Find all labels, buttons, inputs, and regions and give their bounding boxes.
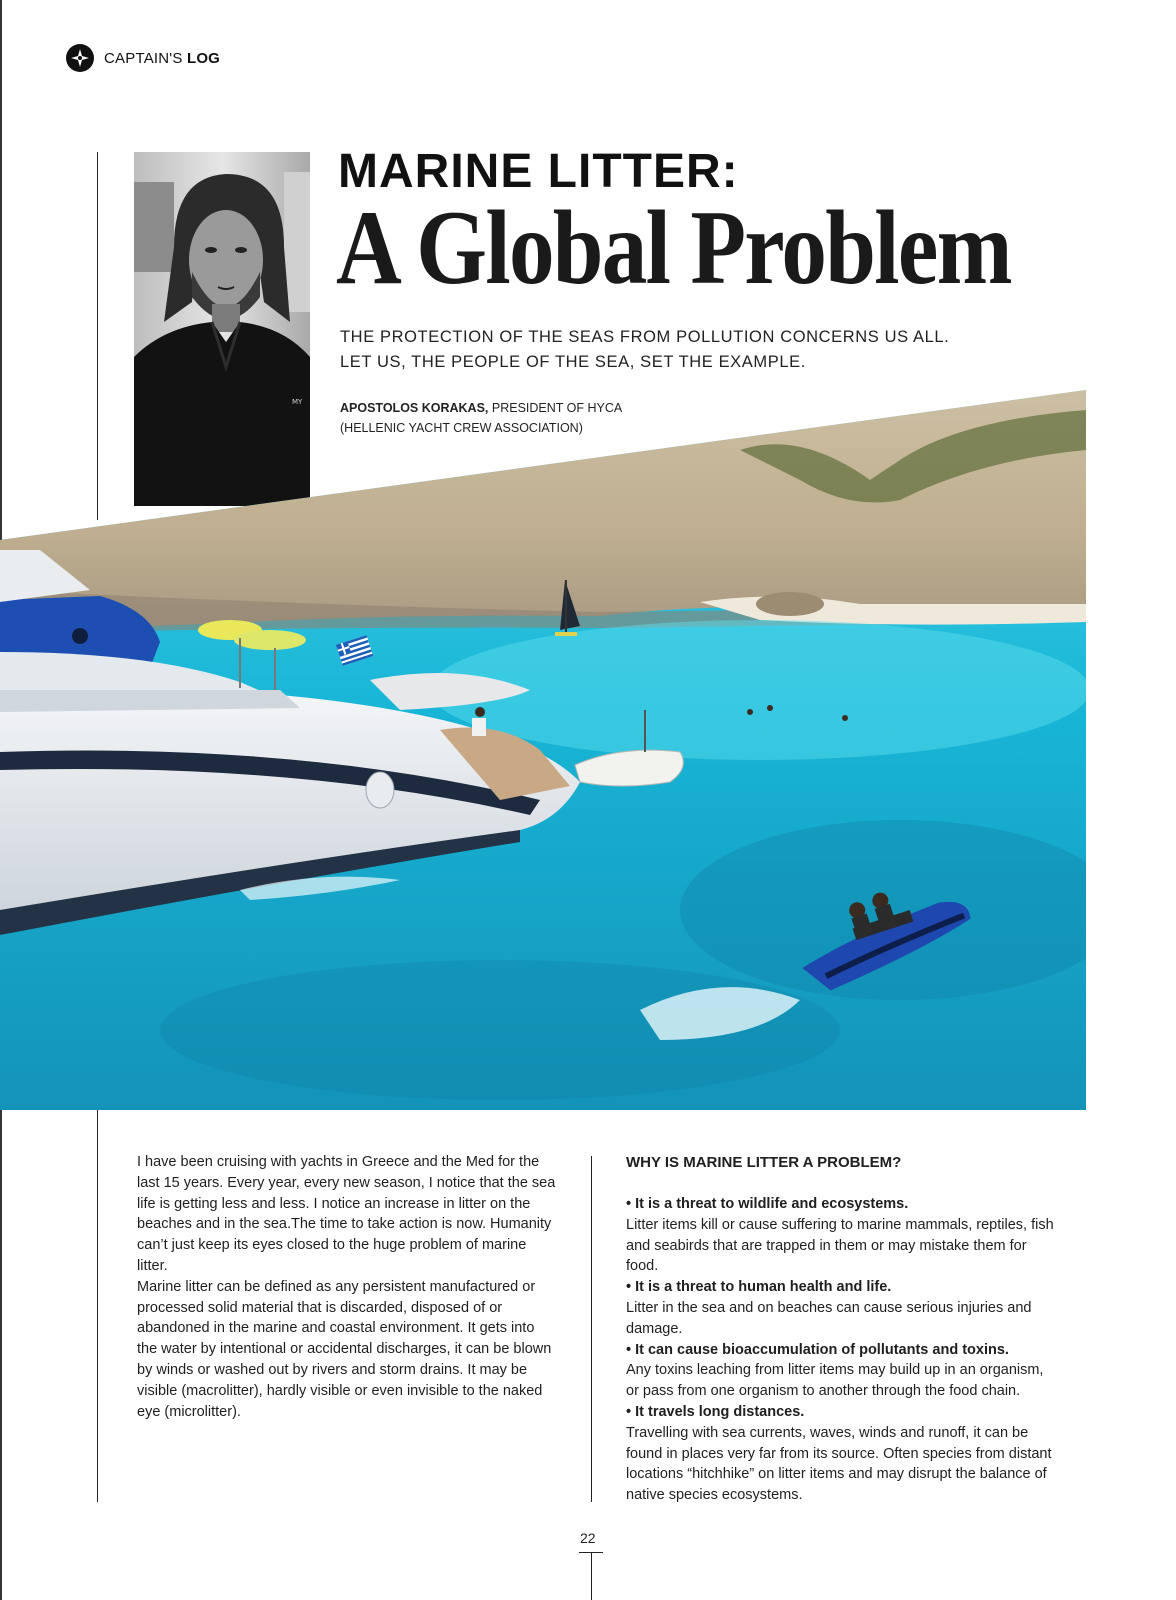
body-left-column: [137, 1152, 557, 1422]
article-kicker: MARINE LITTER:: [338, 145, 739, 198]
section-header: [66, 44, 220, 72]
author-org: (HELLENIC YACHT CREW ASSOCIATION): [340, 421, 583, 435]
point-title-2: • It is a threat to human health and life.: [626, 1279, 892, 1296]
body-right-column: [626, 1152, 1056, 1506]
article-headline: A Global Problem: [336, 189, 1011, 306]
hero-photo: [0, 390, 1086, 1110]
point-title-3: • It can cause bioaccumulation of pollutants and toxins.: [626, 1341, 1009, 1358]
page-number-underline: [579, 1552, 603, 1553]
deck-line-2: LET US, THE PEOPLE OF THE SEA, SET THE EXAMPLE.: [340, 353, 806, 371]
footer-rule: [591, 1552, 592, 1600]
section-bold: LOG: [186, 49, 221, 67]
body-paragraph-2: Marine litter can be defined as any persistent manufactured or processed solid material that is discarded, disposed of or abandoned in the marine and coastal environment. It gets into the water by intentional or accidental discharges, it can be blown by winds or washed out by rivers and storm drains. It may be visible (macrolitter), hardly visible or even invisible to the naked eye (microlitter).: [137, 1278, 552, 1420]
compass-icon: [66, 44, 94, 72]
article-deck: [340, 325, 949, 375]
deck-line-1: THE PROTECTION OF THE SEAS FROM POLLUTION CONCERNS US ALL.: [340, 328, 950, 346]
author-role: PRESIDENT OF HYCA: [491, 401, 623, 415]
point-title-4: • It travels long distances.: [626, 1403, 805, 1420]
point-title-1: • It is a threat to wildlife and ecosystems.: [626, 1196, 909, 1212]
section-prefix: CAPTAIN'S: [104, 49, 183, 67]
body-paragraph-1: I have been cruising with yachts in Greece and the Med for the last 15 years. Every year, every new season, I notice that the sea life is getting less and less. I notice an increase in litter on the beaches and in the sea.The time to take action is now. Humanity can’t just keep its eyes closed to the huge problem of marine litter.: [137, 1154, 556, 1274]
page-number: 22: [580, 1530, 596, 1546]
section-label: [104, 50, 220, 67]
sidebar-heading: WHY IS MARINE LITTER A PROBLEM?: [626, 1154, 902, 1171]
author-name: APOSTOLOS KORAKAS,: [340, 401, 489, 415]
point-text-3: Any toxins leaching from litter items may build up in an organism, or pass from one organism to another through the food chain.: [626, 1362, 1044, 1400]
point-text-4: Travelling with sea currents, waves, winds and runoff, it can be found in places very far from its source. Often species from distant locations “hitchhike” on litter items and may disrupt the balance of native species ecosystems.: [626, 1424, 1052, 1504]
left-rule-bottom: [97, 1110, 98, 1502]
point-text-2: Litter in the sea and on beaches can cause serious injuries and damage.: [626, 1299, 1032, 1337]
point-text-1: Litter items kill or cause suffering to marine mammals, reptiles, fish and seabirds that are trapped in them or may mistake them for food.: [626, 1216, 1054, 1275]
svg-text:MY: MY: [292, 398, 303, 406]
column-divider: [591, 1156, 592, 1502]
